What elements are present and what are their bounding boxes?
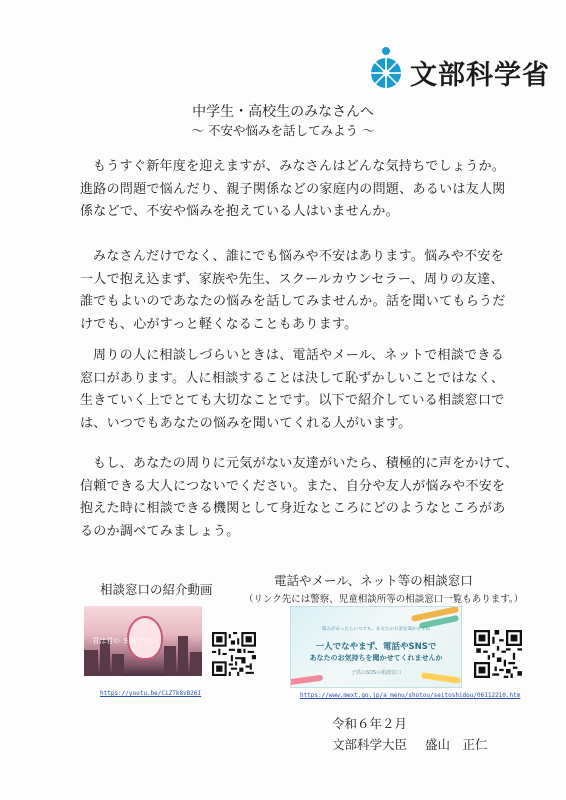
page-subtitle: ～ 不安や悩みを話してみよう ～ [191, 123, 375, 138]
paragraph-line: 抱えた時に相談できる機関として身近なところにどのようなところがあ [80, 501, 506, 516]
paragraph-line: 生きていく上でとても大切なことです。以下で紹介している相談窓口で [80, 393, 505, 408]
contacts-note: （リンク先には警察、児童相談所等の相談窓口一覧もあります。） [244, 594, 524, 605]
signatory-title: 文部科学大臣 [332, 737, 408, 752]
contacts-url-link[interactable]: https://www.mext.go.jp/a_menu/shotou/seitoshidou/06112210.htm [300, 692, 521, 699]
contacts-banner[interactable] [290, 606, 462, 688]
paragraph-line: もうすぐ新年度を迎えますが、みなさんはどんな気持ちでしょうか。 [93, 159, 506, 174]
paragraph-4 [80, 453, 519, 543]
banner-main-line-2: あなたのお気持ちを聞かせてくれませんか [309, 654, 443, 662]
contacts-heading: 電話やメール、ネット等の相談窓口 [274, 573, 473, 588]
paragraph-line: 一人で抱え込まず、家族や先生、スクールカウンセラー、周りの友達、 [80, 271, 504, 287]
paragraph-line: みなさんだけでなく、誰にでも悩みや不安はあります。悩みや不安を [93, 249, 505, 264]
paragraph-2 [80, 246, 506, 336]
issue-date: 令和６年２月 [332, 716, 408, 731]
paragraph-line: 進路の問題で悩んだり、親子関係などの家庭内の問題、あるいは友人関 [80, 181, 506, 197]
paragraph-line: けでも、心がすっと軽くなることもあります。 [80, 316, 358, 332]
paragraph-line: るのか調べてみましょう。 [80, 523, 240, 539]
paragraph-line: 窓口があります。人に相談することは決して恥ずかしいことではなく、 [80, 370, 505, 386]
contacts-qr-code-icon [474, 630, 522, 678]
video-qr-code-icon [212, 632, 256, 676]
page-title: 中学生・高校生のみなさんへ [192, 104, 374, 120]
paragraph-3 [80, 345, 505, 435]
paragraph-1 [80, 156, 506, 224]
banner-footer-text: 子供のSOSの相談窓口 [350, 670, 402, 676]
logo-text: 文部科学省 [410, 60, 550, 91]
mext-logo [366, 46, 550, 91]
signatory [332, 735, 488, 753]
video-url-link[interactable]: https://youtu.be/CiZTk8vB26I [100, 690, 202, 697]
signatory-name: 盛山 正仁 [425, 737, 488, 752]
paragraph-line: 周りの人に相談しづらいときは、電話やメール、ネットで相談できる [93, 348, 505, 363]
paragraph-line: 誰でもよいのであなたの悩みを話してみませんか。話を聞いてもらうだ [80, 294, 506, 309]
paragraph-line: もし、あなたの周りに元気がない友達がいたら、積極的に声をかけて、 [93, 456, 519, 471]
paragraph-line: 信頼できる大人につないでください。また、自分や友人が悩みや不安を [80, 478, 506, 494]
video-thumbnail[interactable] [84, 606, 202, 676]
paragraph-line: 係などで、不安や悩みを抱えている人はいませんか。 [80, 204, 399, 219]
video-heading: 相談窓口の紹介動画 [100, 582, 213, 597]
banner-top-text: 悩みがあったらいつでも、あなたのお話を聞かせてね [322, 627, 430, 632]
banner-main-line-1: 一人でなやまず、電話やSNSで [315, 642, 437, 652]
paragraph-line: は、いつでもあなたの悩みを聞いてくれる人がいます。 [80, 415, 412, 431]
thumbnail-caption: 君は君の ままでいい [92, 637, 158, 645]
mext-emblem-icon [366, 46, 406, 90]
